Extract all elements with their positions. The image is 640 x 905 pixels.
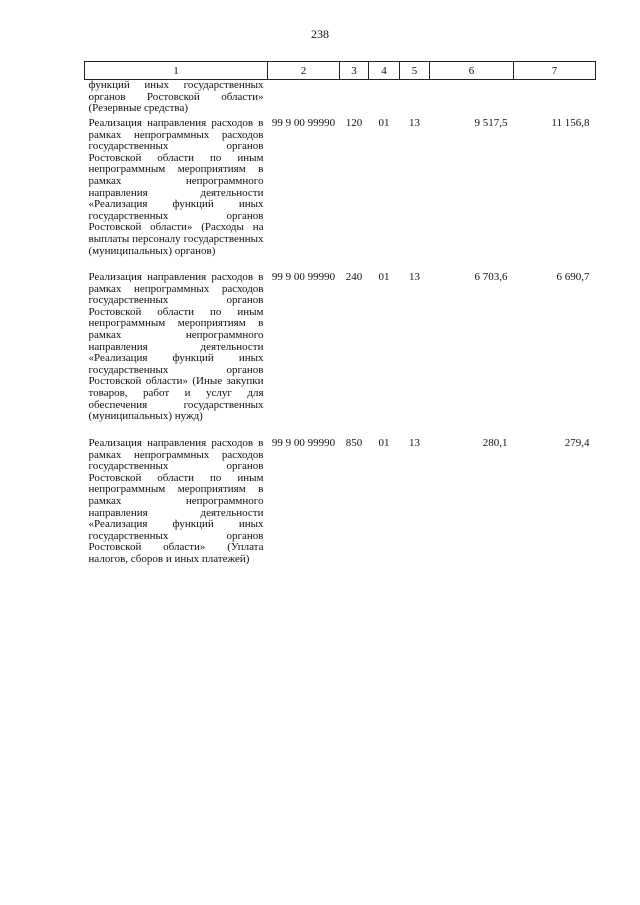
row-amount-2: 11 156,8 <box>551 117 590 129</box>
table-header-row <box>85 62 596 80</box>
row-amount-1: 280,1 <box>482 437 508 449</box>
budget-table <box>84 61 596 578</box>
row-subsection: 13 <box>409 117 420 129</box>
row-amount-2: 6 690,7 <box>556 271 590 283</box>
row-section: 01 <box>378 117 390 129</box>
column-header: 5 <box>400 62 430 80</box>
column-header: 6 <box>430 62 514 80</box>
column-header: 2 <box>268 62 340 80</box>
page-number: 238 <box>311 27 329 41</box>
table-row <box>85 436 596 578</box>
row-code: 99 9 00 99990 <box>271 437 336 449</box>
row-section: 01 <box>378 271 390 283</box>
row-description: Реализация направления расходов в рамках непрограммных расходов государственных органов Ростовской области по иным непрограммным мероприятиям в рамках непрограммного направления деятельности «Реализация функций иных государственных органов Ростовской области» (Уплата налогов, сборов и иных платежей) <box>88 437 264 565</box>
row-amount-2: 279,4 <box>564 437 590 449</box>
row-type: 120 <box>345 117 363 129</box>
row-code: 99 9 00 99990 <box>271 271 336 283</box>
column-header: 7 <box>514 62 596 80</box>
row-amount-1: 9 517,5 <box>474 117 508 129</box>
row-description: функций иных государственных органов Ростовской области» (Резервные средства) <box>88 79 264 115</box>
column-header: 3 <box>340 62 369 80</box>
column-header: 1 <box>85 62 268 80</box>
table-row <box>85 80 596 117</box>
row-subsection: 13 <box>409 271 420 283</box>
column-header: 4 <box>369 62 400 80</box>
row-amount-1: 6 703,6 <box>474 271 508 283</box>
row-code: 99 9 00 99990 <box>271 117 336 129</box>
row-type: 240 <box>345 271 363 283</box>
table-row <box>85 270 596 436</box>
row-description: Реализация направления расходов в рамках непрограммных расходов государственных органов Ростовской области по иным непрограммным мероприятиям в рамках непрограммного направления деятельности «Реализация функций иных государственных органов Ростовской области» (Расходы на выплаты персоналу государственных (муниципальных) органов) <box>88 117 264 257</box>
row-description: Реализация направления расходов в рамках непрограммных расходов государственных органов Ростовской области по иным непрограммным мероприятиям в рамках непрограммного направления деятельности «Реализация функций иных государственных органов Ростовской области» (Иные закупки товаров, работ и услуг для обеспечения государственных (муниципальных) нужд) <box>88 271 264 423</box>
row-section: 01 <box>378 437 390 449</box>
row-type: 850 <box>345 437 363 449</box>
row-subsection: 13 <box>409 437 420 449</box>
table-row <box>85 116 596 270</box>
